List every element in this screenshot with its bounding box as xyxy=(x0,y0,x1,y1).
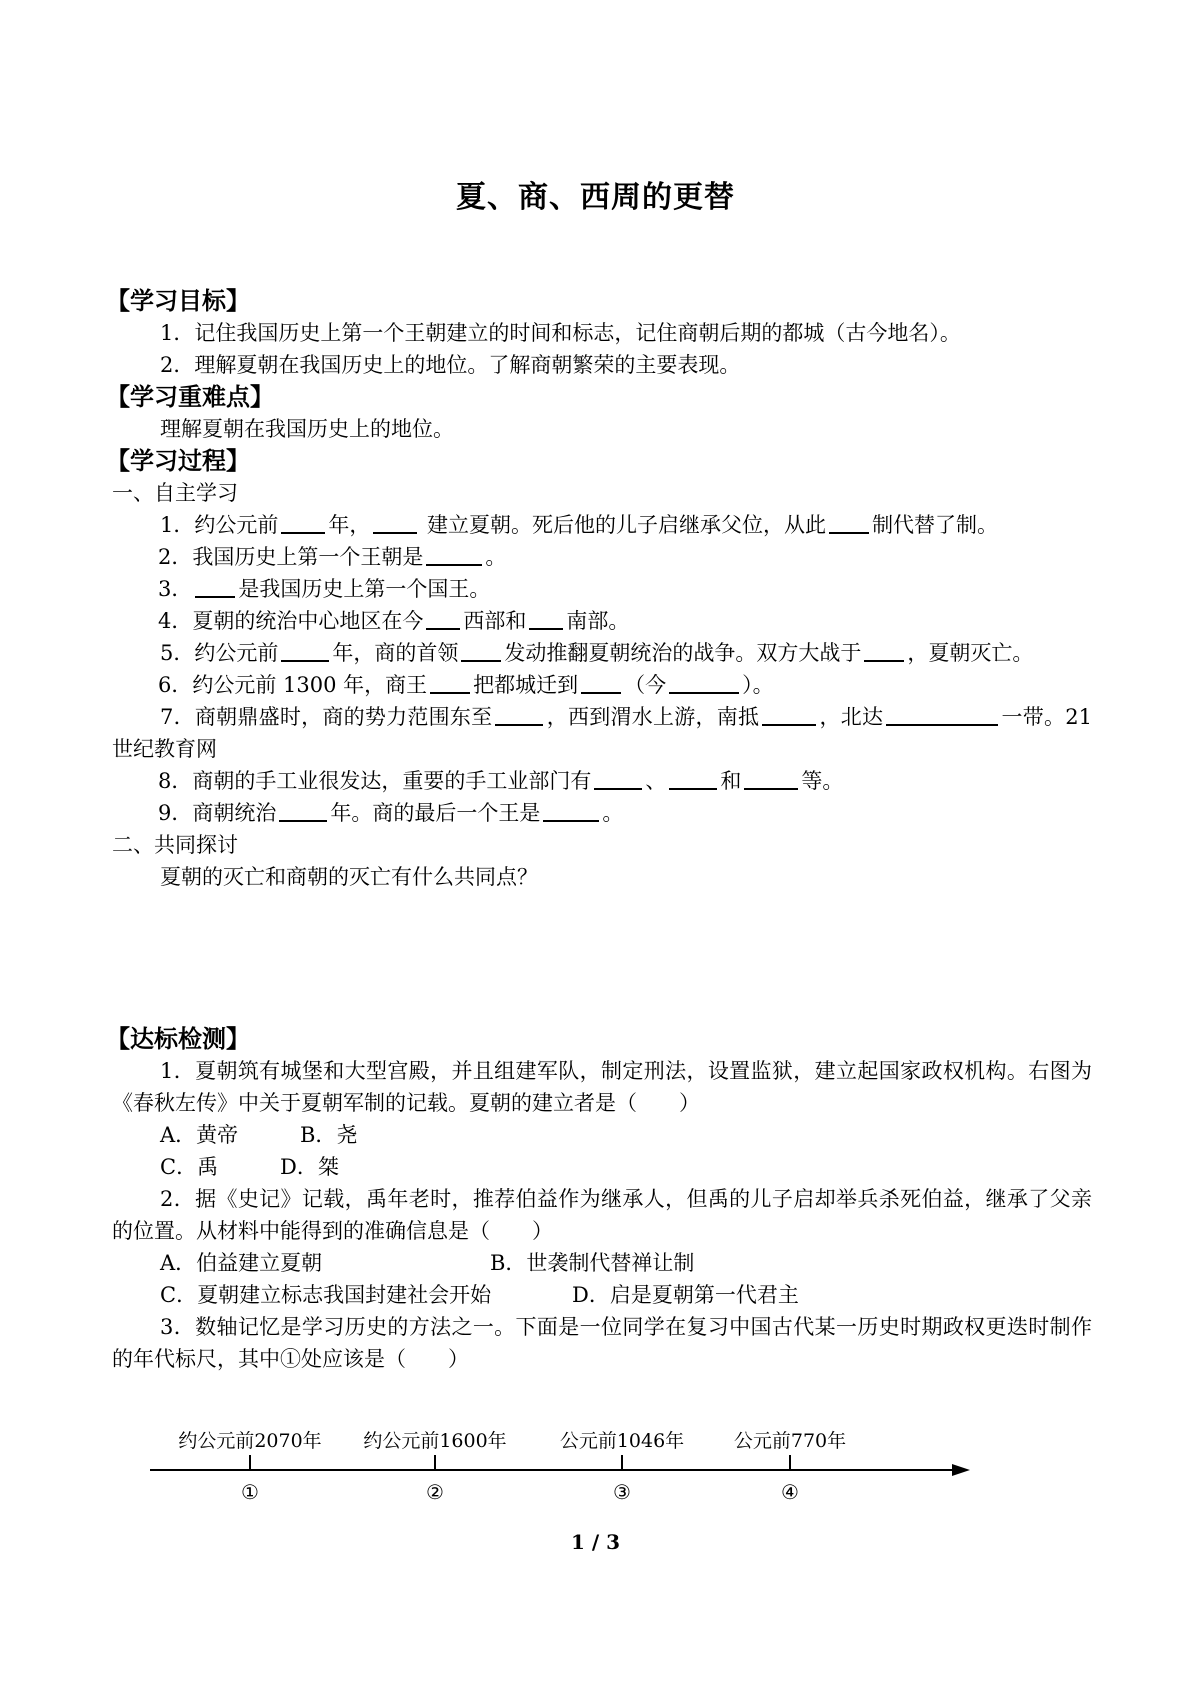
test-q1-options-row2 xyxy=(112,1151,1092,1183)
blank[interactable] xyxy=(529,608,563,630)
timeline-marker: ② xyxy=(426,1480,444,1504)
timeline-marker: ③ xyxy=(613,1480,631,1504)
test-q1-options-row1 xyxy=(112,1119,1092,1151)
test-heading: 【达标检测】 xyxy=(106,1024,250,1053)
option-b[interactable]: B．尧 xyxy=(300,1123,358,1147)
process-heading: 【学习过程】 xyxy=(106,446,250,475)
question-2: 2．我国历史上第一个王朝是 。 xyxy=(158,545,507,569)
blank[interactable] xyxy=(373,512,417,534)
blank[interactable] xyxy=(281,512,325,534)
question-8: 8．商朝的手工业很发达，重要的手工业部门有 、 和 等。 xyxy=(158,769,844,793)
blank[interactable] xyxy=(581,672,621,694)
part1-title: 一、自主学习 xyxy=(112,481,238,505)
blank[interactable] xyxy=(279,800,327,822)
timeline-marker: ① xyxy=(241,1480,259,1504)
blank[interactable] xyxy=(430,672,470,694)
test-q2-options-row2 xyxy=(112,1279,1092,1311)
timeline-label: 公元前770年 xyxy=(733,1430,847,1452)
timeline-arrow-icon xyxy=(952,1464,970,1476)
timeline-figure xyxy=(140,1425,990,1515)
document-body xyxy=(106,285,1093,1375)
blank[interactable] xyxy=(426,608,460,630)
blank[interactable] xyxy=(543,800,599,822)
option-c[interactable]: C．夏朝建立标志我国封建社会开始 xyxy=(160,1283,492,1307)
timeline-marker: ④ xyxy=(781,1480,799,1504)
question-6: 6．约公元前 1300 年，商王 把都城迁到 （今 ）。 xyxy=(158,673,774,697)
blank[interactable] xyxy=(744,768,798,790)
key-points-heading: 【学习重难点】 xyxy=(106,382,274,411)
blank[interactable] xyxy=(864,640,904,662)
option-a[interactable]: A．黄帝 xyxy=(160,1123,239,1147)
objective-item-1: 1．记住我国历史上第一个王朝建立的时间和标志，记住商朝后期的都城（古今地名）。 xyxy=(160,321,961,345)
question-5: 5．约公元前 年，商的首领 发动推翻夏朝统治的战争。双方大战于 ，夏朝灭亡。 xyxy=(160,641,1034,665)
blank[interactable] xyxy=(461,640,501,662)
blank[interactable] xyxy=(281,640,329,662)
timeline-label: 约公元前2070年 xyxy=(178,1430,322,1452)
blank[interactable] xyxy=(829,512,869,534)
question-3: 3． 是我国历史上第一个国王。 xyxy=(158,577,491,601)
question-7: 7．商朝鼎盛时，商的势力范围东至 ，西到渭水上游，南抵 ，北达 一带。21 世纪教育网 xyxy=(112,705,1093,761)
part2-title: 二、共同探讨 xyxy=(112,833,238,857)
option-b[interactable]: B．世袭制代替禅让制 xyxy=(490,1251,695,1275)
option-d[interactable]: D．启是夏朝第一代君主 xyxy=(572,1283,799,1307)
test-question-1: 1．夏朝筑有城堡和大型宫殿，并且组建军队，制定刑法，设置监狱，建立起国家政权机构。右图为《春秋左传》中关于夏朝军制的记载。夏朝的建立者是（ ） xyxy=(112,1059,1092,1115)
option-c[interactable]: C．禹 xyxy=(160,1155,219,1179)
blank[interactable] xyxy=(669,672,739,694)
objective-item-2: 2．理解夏朝在我国历史上的地位。了解商朝繁荣的主要表现。 xyxy=(160,353,741,377)
blank[interactable] xyxy=(495,704,543,726)
blank[interactable] xyxy=(594,768,642,790)
blank[interactable] xyxy=(762,704,816,726)
question-4: 4．夏朝的统治中心地区在今 西部和 南部。 xyxy=(158,609,630,633)
page-number: 1 / 3 xyxy=(570,1530,621,1554)
timeline-label: 约公元前1600年 xyxy=(363,1430,507,1452)
option-a[interactable]: A．伯益建立夏朝 xyxy=(160,1251,323,1275)
part2-question: 夏朝的灭亡和商朝的灭亡有什么共同点？ xyxy=(160,865,538,889)
option-d[interactable]: D．桀 xyxy=(280,1155,339,1179)
test-question-3: 3．数轴记忆是学习历史的方法之一。下面是一位同学在复习中国古代某一历史时期政权更迭时制作的年代标尺，其中①处应该是（ ） xyxy=(112,1315,1092,1371)
page-title: 夏、商、西周的更替 xyxy=(456,180,735,215)
test-q2-options-row1 xyxy=(112,1247,1092,1279)
blank[interactable] xyxy=(195,576,235,598)
question-1: 1．约公元前 年， 建立夏朝。死后他的儿子启继承父位，从此 制代替了制。 xyxy=(160,513,999,537)
question-9: 9．商朝统治 年。商的最后一个王是 。 xyxy=(158,801,624,825)
blank[interactable] xyxy=(886,704,998,726)
blank[interactable] xyxy=(426,544,482,566)
blank[interactable] xyxy=(669,768,717,790)
test-question-2: 2．据《史记》记载，禹年老时，推荐伯益作为继承人，但禹的儿子启却举兵杀死伯益，继承了父亲的位置。从材料中能得到的准确信息是（ ） xyxy=(112,1187,1092,1243)
key-points-text: 理解夏朝在我国历史上的地位。 xyxy=(160,417,454,441)
timeline-label: 公元前1046年 xyxy=(559,1430,685,1452)
answer-space xyxy=(112,893,1092,1023)
objectives-heading: 【学习目标】 xyxy=(106,286,250,315)
